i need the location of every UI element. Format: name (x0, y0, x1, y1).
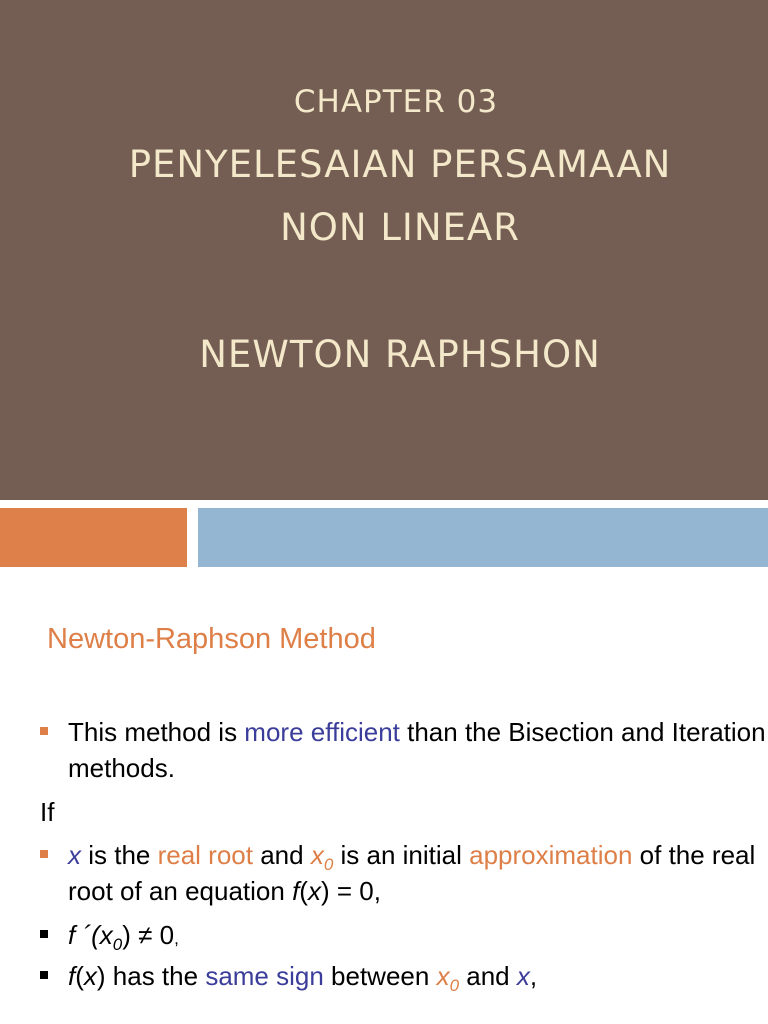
title-line-3: NEWTON RAPHSHON (199, 333, 601, 376)
highlight-real-root: real root (157, 840, 253, 870)
title-line-1: PENYELESAIAN PERSAMAAN (128, 143, 672, 186)
title-panel (0, 0, 768, 500)
bullet-square-icon (40, 971, 48, 979)
accent-bar-blue (198, 508, 768, 567)
bullet-text: This method is more efficient than the Bisection and Iteration methods. (68, 717, 766, 783)
bullet-text: f $´(x_0) \ne 0$, (68, 920, 179, 955)
chapter-label: CHAPTER 03 (293, 84, 499, 120)
highlight-same-sign: same sign (205, 961, 324, 991)
if-label: If (40, 797, 55, 827)
highlight-approximation: approximation (469, 840, 633, 870)
bullet-square-icon (40, 727, 48, 735)
section-heading: Newton-Raphson Method (47, 623, 376, 655)
highlight-more-efficient: more efficient (244, 717, 400, 747)
accent-bar-orange (0, 508, 187, 567)
bullet-square-icon (40, 930, 48, 938)
title-line-2: NON LINEAR (280, 206, 520, 249)
bullet-text: x is the real root and $x_0$ is an initial approximation of the real root of an equation f(x) = 0, (68, 840, 756, 906)
bullet-square-icon (40, 850, 48, 858)
bullet-text: f(x) has the same sign between $x_0$ and x, (68, 961, 538, 996)
